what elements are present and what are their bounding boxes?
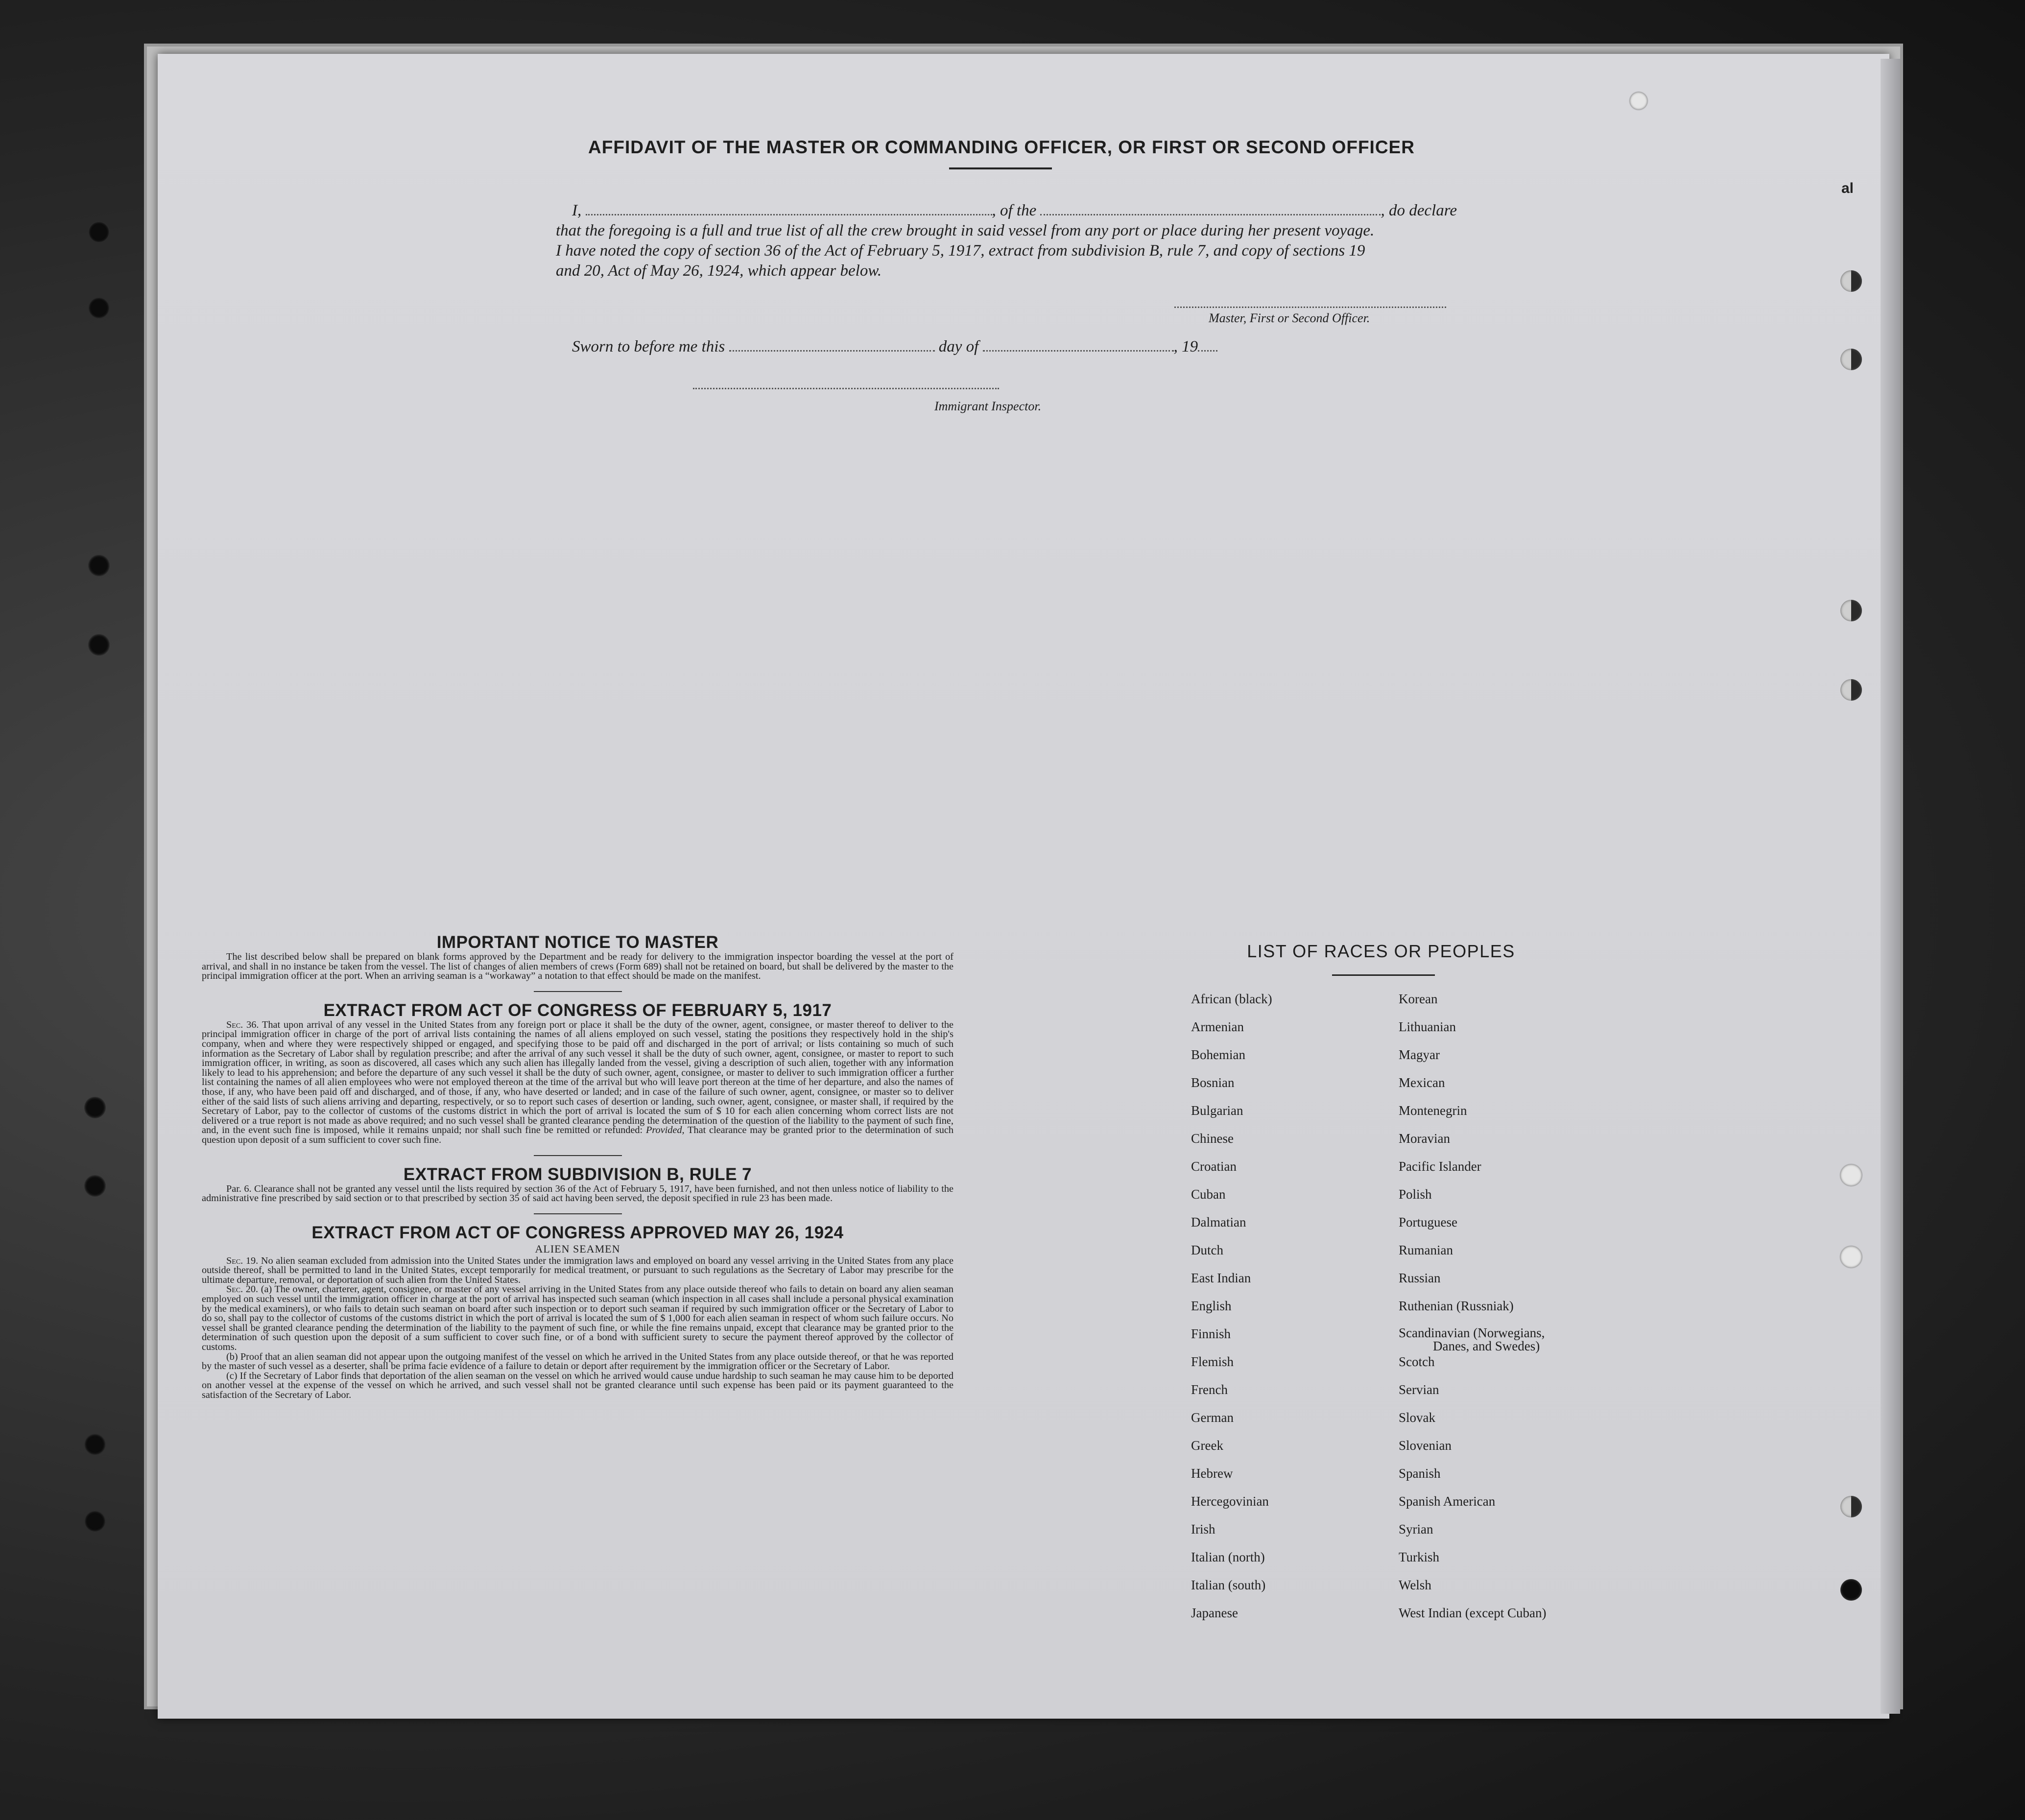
section-label: Sec. 36. [226,1019,259,1030]
section-20c-text: (c) If the Secretary of Labor finds that deportation of the alien seaman on the vessel on which he arrived would cause undue hardship to such seaman he may cause him to be deported on another vessel at the expense of the vessel on which he arrived, and such vessel shall not be granted clearance until such expense has been paid or its payment guaranteed to the satisfaction of the Secretary of Labor. [202,1370,953,1400]
races-heading: LIST OF RACES OR PEOPLES [1247,941,1515,961]
affidavit-title: AFFIDAVIT OF THE MASTER OR COMMANDING OFFICER, OR FIRST OR SECOND OFFICER [588,137,1415,157]
officer-signature-field[interactable] [1174,306,1446,308]
section-divider [534,991,622,992]
race-item: Pacific Islander [1399,1159,1481,1174]
race-item: Cuban [1191,1187,1226,1202]
section-divider [534,1213,622,1214]
binder-hole-icon [88,634,110,656]
sworn-statement [572,338,1502,356]
binder-hole-icon [1840,270,1862,292]
section-divider [534,1155,622,1156]
race-item: Mexican [1399,1075,1445,1090]
binder-hole-icon [1840,600,1862,621]
race-item: Portuguese [1399,1215,1457,1229]
race-item: Flemish [1191,1354,1234,1369]
race-item: Irish [1191,1522,1215,1536]
race-item: Korean [1399,992,1438,1006]
sworn-day-label: day of [938,338,979,355]
inspector-signature-field[interactable] [693,387,999,389]
race-item: Slovenian [1399,1438,1452,1453]
race-item: African (black) [1191,992,1272,1006]
race-item: Turkish [1399,1550,1440,1564]
extract-1917-text [202,1020,953,1145]
binder-hole-icon [1840,349,1862,370]
section-label: Sec. 20. [226,1284,259,1295]
race-item: Croatian [1191,1159,1237,1174]
race-item: East Indian [1191,1271,1251,1285]
race-item: Servian [1399,1382,1439,1397]
race-item: Japanese [1191,1606,1238,1620]
binder-hole-icon [1840,1164,1862,1186]
race-item: Moravian [1399,1131,1450,1146]
binder-hole-icon [88,297,110,319]
race-item: English [1191,1299,1232,1313]
race-item: Hebrew [1191,1466,1233,1481]
section-20b-text: (b) Proof that an alien seaman did not appear upon the outgoing manifest of the vessel on which he arrived in the United States from any place outside thereof, or that he was reported by the master of such vessel as a deserter, shall be prima facie evidence of a failure to detain or deport after requirement by the immigration officer or the Secretary of Labor. [202,1351,953,1372]
race-item: Dalmatian [1191,1215,1246,1229]
binder-hole-icon [1840,679,1862,701]
proviso-label: Provided, [645,1125,685,1136]
binder-hole-icon [84,1434,106,1455]
sworn-year-label: , 19 [1173,338,1198,355]
binder-hole-icon [1840,1246,1862,1268]
race-item: German [1191,1410,1234,1425]
race-item: French [1191,1382,1228,1397]
race-item: Bohemian [1191,1047,1245,1062]
race-item: Italian (south) [1191,1578,1266,1592]
sworn-day-field[interactable] [729,347,935,352]
rule-7-paragraph: Par. 6. Clearance shall not be granted any vessel until the lists required by section 36 of the Act of February 5, 1917, have been furnished, and not then unless notice of liability to the administrative fine prescribed by said section or to that prescribed by section 35 of said act having been served, the deposit specified in rule 23 has been made. [202,1183,953,1204]
notice-heading: IMPORTANT NOTICE TO MASTER [436,933,719,952]
extract-1924-heading: EXTRACT FROM ACT OF CONGRESS APPROVED MAY 26, 1924 [311,1223,844,1242]
race-item-line: Scandinavian (Norwegians, [1399,1325,1545,1340]
affidavit-line-1-end: , do declare [1381,202,1457,219]
races-divider [1332,974,1435,976]
extract-1917-heading: EXTRACT FROM ACT OF CONGRESS OF FEBRUARY 5, 1917 [323,1000,832,1020]
punch-hole-icon [1630,92,1647,110]
affidavit-line-4: and 20, Act of May 26, 1924, which appear below. [556,262,882,280]
proviso-text: That clearance may be granted prior to the determination of such question upon deposit of a sum sufficient to cover such fine. [202,1125,953,1145]
binder-hole-icon [84,1511,106,1532]
section-label: Sec. 19. [226,1255,259,1266]
officer-signature-caption: Master, First or Second Officer. [1209,311,1370,325]
affidavit-line-1-mid: , of the [992,202,1037,219]
races-column-1 [1191,992,1272,1633]
race-item: Rumanian [1399,1243,1453,1257]
race-item-line: Danes, and Swedes) [1433,1339,1540,1353]
race-item: Spanish [1399,1466,1441,1481]
race-item: Lithuanian [1399,1019,1456,1034]
margin-fragment: al [1841,180,1854,196]
sworn-month-field[interactable] [983,347,1174,352]
race-item: West Indian (except Cuban) [1399,1606,1547,1620]
affidavit-line-2: that the foregoing is a full and true list of all the crew brought in said vessel from any port or place during her present voyage. [556,222,1375,239]
sworn-year-field[interactable] [1198,347,1217,352]
race-item: Hercegovinian [1191,1494,1269,1509]
legal-notices [202,933,953,1400]
race-item: Italian (north) [1191,1550,1265,1564]
affidavit-line-1-start: I, [572,202,582,219]
race-item: Bulgarian [1191,1103,1243,1118]
race-item: Montenegrin [1399,1103,1467,1118]
race-item: Ruthenian (Russniak) [1399,1299,1514,1313]
rule-7-heading: EXTRACT FROM SUBDIVISION B, RULE 7 [403,1164,752,1184]
race-item: Welsh [1399,1578,1431,1592]
notice-paragraph: The list described below shall be prepared on blank forms approved by the Department and be ready for delivery to the immigration inspector boarding the vessel at the port of arrival, and shall in no instance be taken from the vessel. The list of changes of alien members of crews (Form 689) shall not be retained on board, but shall be delivered by the master to the principal immigration officer at the port. When an arriving seaman is a “workaway” a notation to that effect should be made on the manifest. [202,951,953,982]
vessel-name-field[interactable] [1040,211,1381,215]
race-item: Finnish [1191,1326,1231,1341]
race-item: Dutch [1191,1243,1223,1257]
binder-hole-icon [84,1097,106,1118]
race-item: Scotch [1399,1354,1435,1369]
race-item: Slovak [1399,1410,1436,1425]
race-item: Chinese [1191,1131,1234,1146]
inspector-signature-caption: Immigrant Inspector. [934,399,1042,413]
binder-hole-icon [1840,1496,1862,1517]
race-item: Syrian [1399,1522,1433,1536]
document-page [158,54,1889,1719]
officer-name-field[interactable] [586,211,992,215]
affidavit-line-3: I have noted the copy of section 36 of the Act of February 5, 1917, extract from subdivision B, rule 7, and copy of sections 19 [556,242,1365,260]
sworn-label: Sworn to before me this [572,338,725,355]
binder-hole-icon [84,1175,106,1197]
title-divider [949,167,1052,169]
section-36-text: That upon arrival of any vessel in the United States from any foreign port or place it shall be the duty of the owner, agent, consignee, or master thereof to deliver to the principal immigration officer in charge of the port of arrival lists containing the names of all aliens employed on such vessel, stating the positions they respectively hold in the ship's company, when and where they were respectively shipped or engaged, and specifying those to be paid off and discharged in the port of arrival; or lists containing so much of such information as the Secretary of Labor shall by regulation prescribe; and after the arrival of any such vessel it shall be the duty of such owner, agent, consignee, or master to report to such immigration officer, in writing, as soon as discovered, all cases which any such alien has illegally landed from the vessel, giving a description of such alien, together with any information likely to lead to his apprehension; and before the departure of any such vessel it shall be the duty of such owner, agent, consignee, or master to deliver to such immigration officer a further list containing the names of all alien employees who were not employed thereon at the time of the arrival but who will leave port thereon at the time of her departure, and also the names of those, if any, who have been paid off and discharged, and of those, if any, who have deserted or landed; and in case of the failure of such owner, agent, consignee, or master so to deliver either of the said lists of such aliens arriving and departing, respectively, or so to report such cases of desertion or landing, such owner, agent, consignee, or master shall, if required by the Secretary of Labor, pay to the collector of customs of the customs district in which the port of arrival is located the sum of $ 10 for each alien concerning whom correct lists are not delivered or a true report is not made as above required; and no such vessel shall be granted clearance pending the determination of the question of the liability to the payment of such fine, and, in the event such fine is imposed, while it remains unpaid; nor shall such fine be remitted or refunded: [202,1019,953,1136]
notice-text [202,952,953,981]
section-19-text: No alien seaman excluded from admission into the United States under the immigration laws and employed on board any vessel arriving in the United States from any place outside thereof, shall be permitted to land in the United States, except temporarily for medical treatment, or pursuant to such regulations as the Secretary of Labor may prescribe for the ultimate departure, removal, or deportation of such alien from the United States. [202,1255,953,1285]
race-item: Greek [1191,1438,1223,1453]
race-item: Polish [1399,1187,1432,1202]
race-item: Russian [1399,1271,1441,1285]
race-item [1399,1326,1546,1354]
alien-seamen-subheading: ALIEN SEAMEN [535,1242,620,1255]
rule-7-text [202,1184,953,1204]
affidavit-statement [556,201,1484,281]
race-item: Bosnian [1191,1075,1235,1090]
race-item: Armenian [1191,1019,1244,1034]
page-edge [1881,59,1900,1714]
extract-1924-text [202,1256,953,1400]
binder-hole-icon [88,555,110,576]
section-20a-text: (a) The owner, charterer, agent, consignee, or master of any vessel arriving in the United States from any place outside thereof who fails to detain on board any alien seaman employed on such vessel until the immigration officer in charge at the port of arrival has inspected such seaman (which inspection in all cases shall include a personal physical examination by the medical examiners), or who fails to detain such seaman on board after such inspection or to deport such seaman if required by such immigration officer or the Secretary of Labor to do so, shall pay to the collector of customs of the customs district in which the port of arrival is located the sum of $ 1,000 for each alien seaman in respect of whom such failure occurs. No vessel shall be granted clearance pending the determination of the liability to the payment of such fine, or while the fine remains unpaid, except that clearance may be granted prior to the determination of such question upon the deposit of a sum sufficient to cover such fine, or of a bond with sufficient surety to secure the payment thereof approved by the collector of customs. [202,1284,954,1353]
race-item: Spanish American [1399,1494,1496,1509]
binder-hole-icon [1840,1579,1862,1601]
binder-hole-icon [88,221,110,243]
race-item: Magyar [1399,1047,1440,1062]
races-column-2 [1399,992,1546,1633]
